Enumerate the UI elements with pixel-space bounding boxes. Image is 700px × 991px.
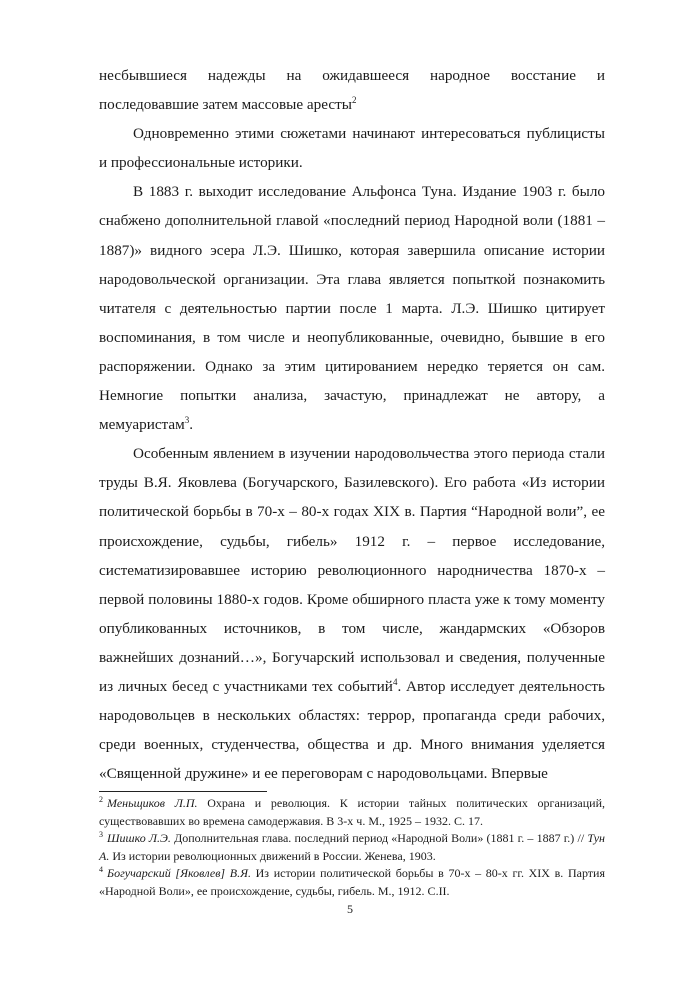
- footnote-separator: [99, 791, 267, 792]
- footnote-author-2: Тун А.: [99, 831, 605, 863]
- footnote-author: Богучарский [Яковлев] В.Я.: [107, 866, 251, 881]
- paragraph-text: несбывшиеся надежды на ожидавшееся народное восстание и последовавшие затем массовые аресты: [99, 67, 605, 114]
- footnote-4: [99, 865, 605, 900]
- footnote-text: Из истории политической борьбы в 70-х – 80-х гг. XIX в. Партия «Народной Воли», ее происхождение, судьбы, гибель. М., 1912. С.II.: [99, 866, 605, 898]
- main-text: [99, 61, 605, 788]
- footnote-3: [99, 830, 605, 865]
- paragraph-text: В 1883 г. выходит исследование Альфонса Туна. Издание 1903 г. было снабжено дополнительной главой «последний период Народной воли (1881 – 1887)» видного эсера Л.Э. Шишко, которая завершила описание истории народовольческой организации. Эта глава является попыткой познакомить читателя с деятельностью партии после 1 марта. Л.Э. Шишко цитирует воспоминания, в том числе и неопубликованные, очевидно, бывшие в его распоряжении. Однако за этим цитированием нередко теряется он сам. Немногие попытки анализа, зачастую, принадлежат не автору, а мемуаристам: [99, 183, 605, 434]
- footnote-author: Шишко Л.Э.: [107, 831, 171, 846]
- footnote-text: Охрана и революция. К истории тайных политических организаций, существовавших во времена самодержавия. В 3-х ч. М., 1925 – 1932. С. 17.: [99, 796, 605, 828]
- footnote-author: Меньщиков Л.П.: [107, 796, 198, 810]
- footnote-ref-2[interactable]: 2: [351, 95, 357, 106]
- paragraph-tail: . Автор исследует деятельность народовольцев в нескольких областях: террор, пропаганда среди рабочих, среди военных, студенчества, общества и др. Много внимания уделяется «Священной дружине» и ее переговорам с народовольцами. Впервые: [99, 677, 605, 783]
- footnote-text-2: Из истории революционных движений в России. Женева, 1903.: [109, 848, 436, 863]
- footnote-number: 3: [99, 830, 103, 840]
- page-number: 5: [347, 902, 353, 916]
- footnote-text: Дополнительная глава. последний период «Народной Воли» (1881 г. – 1887 г.) //: [170, 831, 588, 846]
- footnote-number: 2: [99, 795, 103, 804]
- footnote-2: [99, 795, 605, 830]
- footnote-number: 4: [99, 865, 103, 875]
- footnotes: [99, 795, 605, 901]
- paragraph-tail: .: [189, 416, 194, 434]
- paragraph-3: [99, 177, 605, 439]
- footnote-ref-3[interactable]: 3: [184, 415, 190, 426]
- paragraph-text: Особенным явлением в изучении народовольчества этого периода стали труды В.Я. Яковлева (Богучарского, Базилевского). Его работа «Из истории политической борьбы в 70-х – 80-х годах XIX в. Партия “Народной воли”, ее происхождение, судьбы, гибель» 1912 г. – первое исследование, систематизировавшее историю революционного народничества 1870-х – первой половины 1880-х годов. Кроме обширного пласта уже к тому моменту опубликованных источников, в том числе, жандармских «Обзоров важнейших дознаний…», Богучарский использовал и сведения, полученные из личных бесед с участниками тех событий: [99, 445, 605, 695]
- paragraph-2: [99, 119, 605, 177]
- paragraph-4: [99, 439, 605, 788]
- paragraph-text: Одновременно этими сюжетами начинают интересоваться публицисты и профессиональные историки.: [99, 125, 605, 172]
- paragraph-1: [99, 61, 605, 119]
- footnote-ref-4[interactable]: 4: [392, 676, 398, 687]
